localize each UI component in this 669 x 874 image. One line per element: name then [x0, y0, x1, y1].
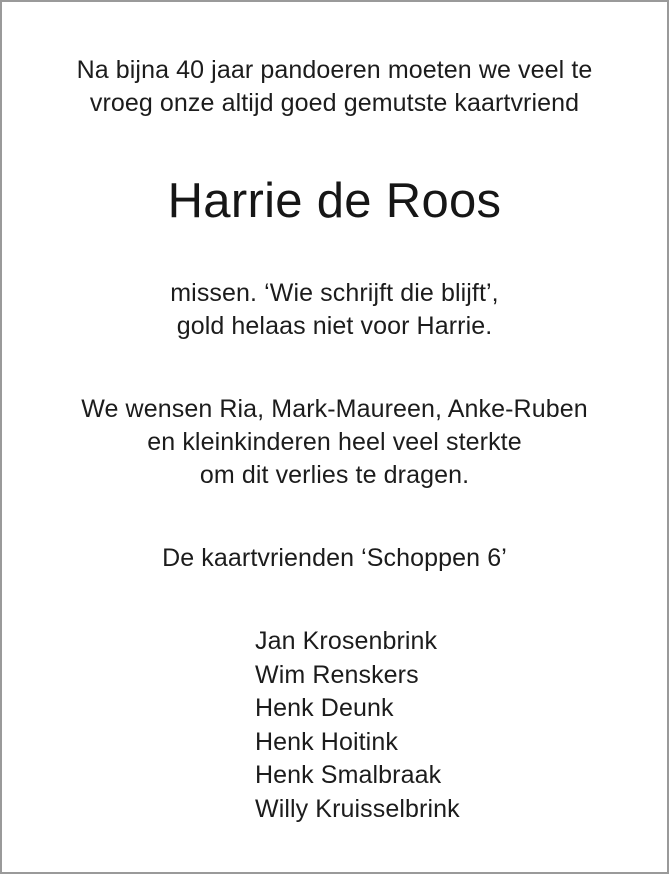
missen-text	[2, 277, 667, 343]
condolence-line: We wensen Ria, Mark-Maureen, Anke-Ruben	[81, 395, 588, 423]
condolence-line: om dit verlies te dragen.	[199, 461, 470, 489]
signatory-name: Wim Renskers	[255, 660, 419, 689]
signatory-name: Willy Kruisselbrink	[255, 794, 460, 823]
signatory-name: Henk Deunk	[255, 694, 394, 722]
intro-line: Na bijna 40 jaar pandoeren moeten we veel te	[76, 56, 593, 84]
signatories-list	[255, 625, 460, 826]
intro-line: vroeg onze altijd goed gemutste kaartvriend	[89, 89, 580, 117]
missen-line: gold helaas niet voor Harrie.	[176, 312, 493, 340]
signatory-name: Henk Smalbraak	[255, 761, 442, 789]
group-name-block	[2, 542, 667, 575]
condolence-line: en kleinkinderen heel veel sterkte	[147, 428, 522, 456]
signatory-name: Jan Krosenbrink	[255, 627, 438, 655]
deceased-name: Harrie de Roos	[167, 174, 502, 228]
intro-text	[2, 54, 667, 120]
group-name: De kaartvrienden ‘Schoppen 6’	[162, 544, 507, 572]
signatory-name: Henk Hoitink	[255, 727, 398, 756]
condolence-text	[2, 393, 667, 492]
missen-line: missen. ‘Wie schrijft die blijft’,	[170, 279, 499, 307]
